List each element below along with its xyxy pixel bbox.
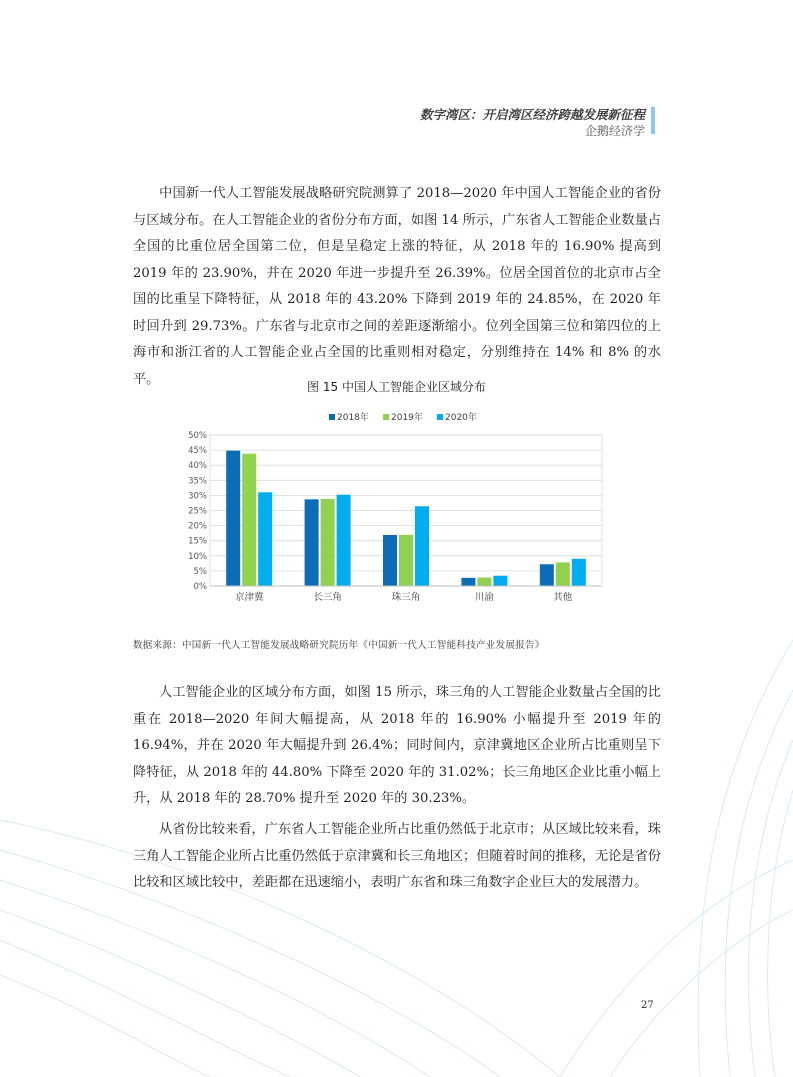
header-title: 数字湾区：开启湾区经济跨越发展新征程 [419,107,645,122]
y-tick-label: 5% [193,566,207,577]
paragraph-1-text: 中国新一代人工智能发展战略研究院测算了 2018—2020 年中国人工智能企业的省份与区域分布。在人工智能企业的省份分布方面，如图 14 所示，广东省人工智能企业数量占全国的比重位居全国第二位，但是呈稳定上涨的特征，从 2018 年的 16.90% 提高到 2019 年的 23.90%，并在 2020 年进一步提升至 26.39%。位居全国首位的北京市占全国的比重呈下降特征，从 2018 年的 43.20% 下降到 2019 年的 24.85%，在 2020 年时回升到 29.73%。广东省与北京市之间的差距逐渐缩小。位列全国第三位和第四位的上海市和浙江省的人工智能企业占全国的比重则相对稳定，分别维持在 14% 和 8% 的水平。 [133,186,661,387]
running-header [420,106,645,140]
bar [399,535,413,586]
bar [415,506,429,586]
page-number: 27 [641,1000,654,1011]
bar [540,564,554,586]
x-tick-label: 长三角 [313,592,342,603]
legend-label: 2018年 [337,413,369,423]
bar [556,562,570,586]
paragraph-3-text: 从省份比较来看，广东省人工智能企业所占比重仍然低于北京市；从区域比较来看，珠三角人工智能企业所占比重仍然低于京津冀和长三角地区；但随着时间的推移，无论是省份比较和区域比较中，差距都在迅速缩小，表明广东省和珠三角数字企业巨大的发展潜力。 [133,822,661,890]
bar [321,499,335,586]
bar [572,559,586,586]
legend-label: 2020年 [445,413,477,423]
x-tick-label: 珠三角 [391,592,421,603]
legend-swatch [437,414,443,420]
y-tick-label: 10% [188,551,207,562]
bar [461,578,475,586]
y-tick-label: 40% [188,461,207,472]
x-tick-label: 川渝 [474,592,494,603]
bar [305,499,319,586]
paragraph-1 [133,181,661,393]
x-tick-label: 京津冀 [234,592,264,603]
bar [383,535,397,586]
figure-caption: 图 15 中国人工智能企业区域分布 [307,380,486,394]
x-tick-label: 其他 [553,592,573,603]
y-tick-label: 30% [188,491,207,502]
region-distribution-bar-chart [170,405,620,615]
bar [337,495,351,586]
legend-swatch [383,414,389,420]
paragraph-2 [133,680,661,813]
paragraph-3 [133,817,661,897]
bar [226,451,240,586]
y-tick-label: 50% [188,431,207,441]
y-tick-label: 0% [193,582,207,592]
legend-label: 2019年 [391,413,423,423]
bar [242,454,256,586]
source-note: 数据来源：中国新一代人工智能发展战略研究院历年《中国新一代人工智能科技产业发展报告》 [133,640,545,651]
y-tick-label: 25% [188,506,207,517]
y-tick-label: 45% [188,446,207,457]
bar [258,492,272,586]
y-tick-label: 15% [188,536,207,547]
paragraph-2-text: 人工智能企业的区域分布方面，如图 15 所示，珠三角的人工智能企业数量占全国的比重在 2018—2020 年间大幅提高，从 2018 年的 16.90% 小幅提升至 2019 年的 16.94%，并在 2020 年大幅提升到 26.4%；同时间内，京津冀地区企业所占比重则呈下降特征，从 2018 年的 44.80% 下降至 2020 年的 31.02%；长三角地区企业比重小幅上升，从 2018 年的 28.70% 提升至 2020 年的 30.23%。 [133,685,661,806]
y-tick-label: 20% [188,521,207,532]
legend-swatch [329,414,335,420]
header-accent-bar [651,107,655,134]
y-tick-label: 35% [188,476,207,487]
bar [477,578,491,586]
header-subtitle: 企鹅经济学 [584,124,645,138]
bar [493,576,507,586]
